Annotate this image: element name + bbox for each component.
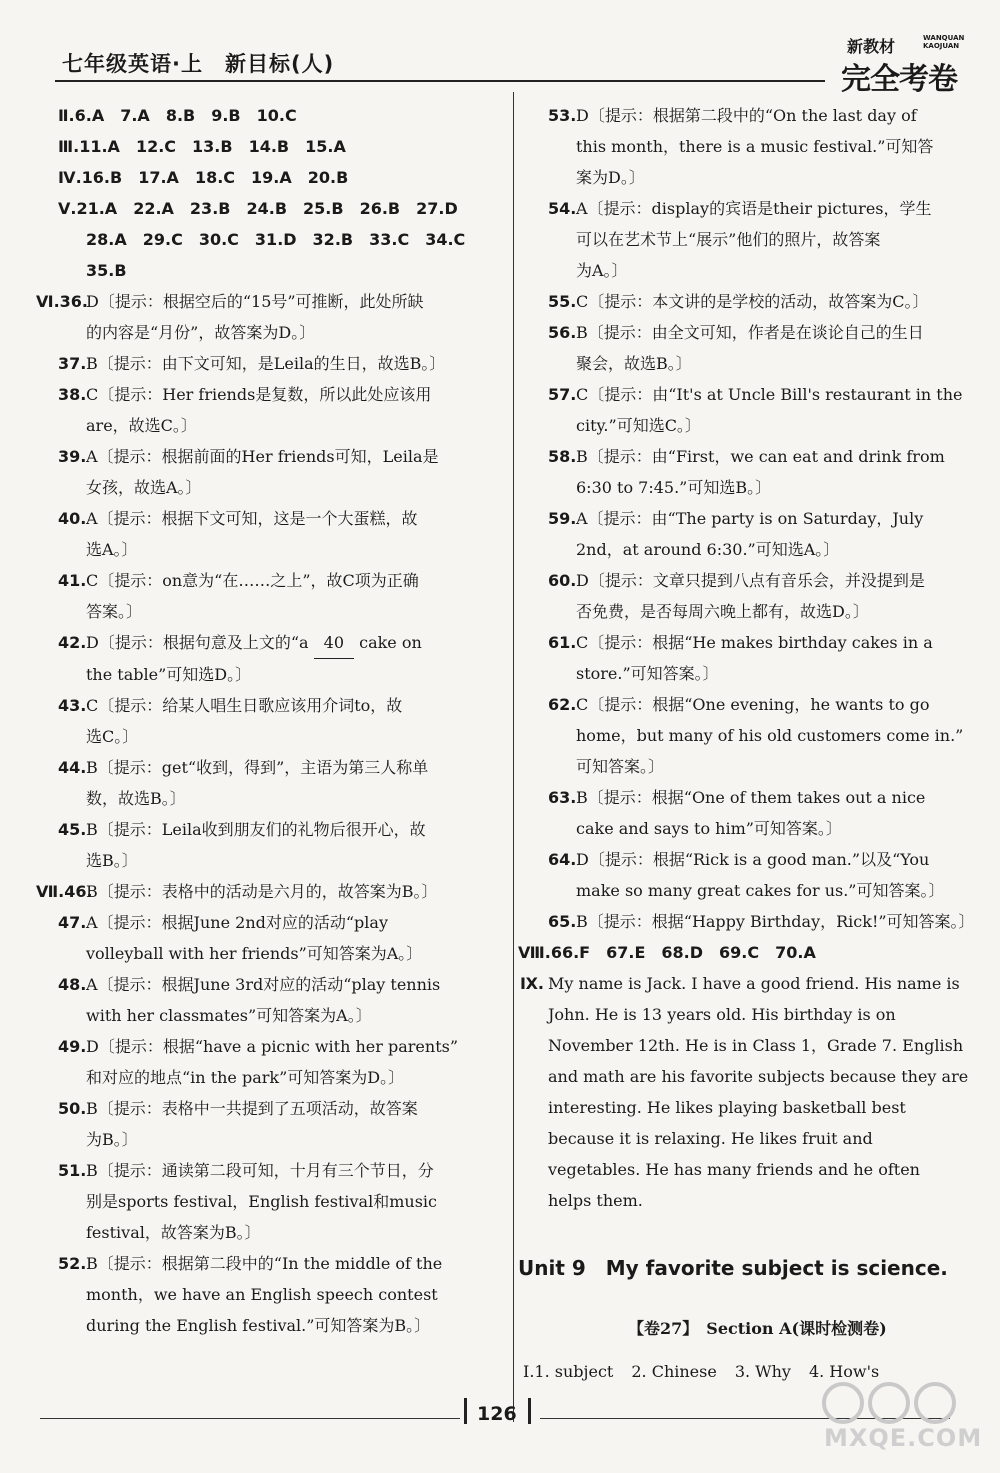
explanation-line: C〔提示：根据“One evening，he wants to go xyxy=(576,695,930,714)
explanation-item xyxy=(58,1093,488,1155)
explanation-line: A〔提示：根据前面的Her friends可知，Leila是 xyxy=(86,447,439,466)
question-number: 58. xyxy=(548,447,577,466)
answer-item: 68.D xyxy=(661,943,704,962)
section-number: Ⅸ. xyxy=(520,974,545,993)
section-title: 【卷27】 Section A(课时检测卷) xyxy=(628,1319,887,1338)
answer-item: Ⅴ.21.A xyxy=(58,199,118,218)
writing-line: because it is relaxing. He likes fruit and xyxy=(548,1129,873,1148)
question-number: 52. xyxy=(58,1254,87,1273)
explanation-line: D〔提示：根据“have a picnic with her parents” xyxy=(86,1037,459,1056)
answer-item: 25.B xyxy=(303,199,344,218)
explanation-line: 别是sports festival，English festival和music xyxy=(86,1192,437,1211)
explanation-item xyxy=(58,503,488,565)
answer-item: 13.B xyxy=(192,137,233,156)
explanation-item xyxy=(548,193,960,286)
explanation-item xyxy=(548,689,964,782)
explanation-item xyxy=(548,844,960,906)
explanation-line: A〔提示：根据June 2nd对应的活动“play xyxy=(86,913,388,932)
answer-item: 35.B xyxy=(86,261,127,280)
explanation-line: B〔提示：根据“One of them takes out a nice xyxy=(576,788,926,807)
writing-line: My name is Jack. I have a good friend. His name is xyxy=(548,974,960,993)
answer-row-viii xyxy=(518,937,960,968)
question-number: 53. xyxy=(548,106,577,125)
explanation-line: 选A。〕 xyxy=(86,540,138,559)
explanation-item xyxy=(548,503,960,565)
explanation-item xyxy=(36,876,488,907)
explanation-item xyxy=(548,782,960,844)
explanation-item xyxy=(548,906,975,937)
answer-row xyxy=(58,193,488,224)
explanation-item xyxy=(548,379,963,441)
question-number: 49. xyxy=(58,1037,87,1056)
writing-line: interesting. He likes playing basketball best xyxy=(548,1098,906,1117)
explanation-line: B〔提示：通读第二段可知，十月有三个节日，分 xyxy=(86,1161,434,1180)
answer-item: 20.B xyxy=(307,168,349,187)
explanation-line: city.”可知选C。〕 xyxy=(576,416,701,435)
writing-line: November 12th. He is in Class 1，Grade 7. English xyxy=(548,1036,964,1055)
question-number: 61. xyxy=(548,633,577,652)
explanation-line: this month，there is a music festival.”可知答 xyxy=(576,137,934,156)
answer-item: 9.B xyxy=(211,106,241,125)
column-divider xyxy=(513,92,514,1422)
writing-line: and math are his favorite subjects because they are xyxy=(548,1067,969,1086)
question-number: 44. xyxy=(58,758,87,777)
explanation-line: store.”可知答案。〕 xyxy=(576,664,719,683)
explanation-line: A〔提示：display的宾语是their pictures，学生 xyxy=(576,199,932,218)
watermark-text: MXQE.COM xyxy=(824,1424,983,1452)
watermark-logo xyxy=(812,1380,983,1460)
question-number: 41. xyxy=(58,571,87,590)
answer-item: 23.B xyxy=(189,199,231,218)
writing-line: John. He is 13 years old. His birthday is on xyxy=(548,1005,896,1024)
answer-item: 29.C xyxy=(142,230,183,249)
explanation-line: 和对应的地点“in the park”可知答案为D。〕 xyxy=(86,1068,405,1087)
question-number: 64. xyxy=(548,850,577,869)
explanation-line: C〔提示：由“It's at Uncle Bill's restaurant in the xyxy=(576,385,963,404)
explanation-line: cake and says to him”可知答案。〕 xyxy=(576,819,842,838)
explanation-item xyxy=(58,348,488,379)
explanation-line: C〔提示：on意为“在……之上”，故C项为正确 xyxy=(86,571,419,590)
explanation-item xyxy=(548,317,960,379)
explanation-item xyxy=(58,814,488,876)
answer-item: 2. Chinese xyxy=(631,1362,717,1381)
answer-item: Ⅰ.1. subject xyxy=(523,1362,614,1381)
explanation-line: 案为D。〕 xyxy=(576,168,645,187)
answer-item: 69.C xyxy=(719,943,760,962)
answer-item: 26.B xyxy=(359,199,401,218)
explanation-item xyxy=(548,100,960,193)
answer-row xyxy=(58,162,488,193)
right-column xyxy=(518,100,975,1216)
answer-item: 27.D xyxy=(416,199,458,218)
explanation-line: 选B。〕 xyxy=(86,851,138,870)
question-number: 60. xyxy=(548,571,577,590)
header-rule xyxy=(55,80,825,82)
question-number: 48. xyxy=(58,975,87,994)
explanation-item xyxy=(548,286,960,317)
question-number: 38. xyxy=(58,385,87,404)
explanation-line: B〔提示：由全文可知，作者是在谈论自己的生日 xyxy=(576,323,924,342)
explanation-line: B〔提示：get“收到，得到”，主语为第三人称单 xyxy=(86,758,429,777)
logo-pinyin-1: WANQUAN xyxy=(923,34,965,42)
blank-suffix: cake on xyxy=(354,633,422,652)
answer-row xyxy=(58,131,488,162)
answer-item: 10.C xyxy=(256,106,297,125)
explanation-line: C〔提示：根据“He makes birthday cakes in a xyxy=(576,633,933,652)
answer-item: 12.C xyxy=(135,137,177,156)
explanation-line: during the English festival.”可知答案为B。〕 xyxy=(86,1316,431,1335)
question-number: Ⅵ.36. xyxy=(36,292,89,311)
explanation-item xyxy=(36,286,488,348)
explanation-line: 聚会，故选B。〕 xyxy=(576,354,692,373)
explanation-line: are，故选C。〕 xyxy=(86,416,197,435)
explanation-item xyxy=(548,627,960,689)
answer-item: 31.D xyxy=(254,230,297,249)
explanation-line: 女孩，故选A。〕 xyxy=(86,478,202,497)
explanation-item xyxy=(58,1031,488,1093)
explanation-item xyxy=(58,627,488,690)
answer-item: Ⅳ.16.B xyxy=(58,168,123,187)
explanation-item xyxy=(548,565,960,627)
explanation-line: make so many great cakes for us.”可知答案。〕 xyxy=(576,881,945,900)
book-title: 七年级英语·上 新目标(人) xyxy=(62,52,335,76)
footer-rule-left xyxy=(40,1418,460,1419)
question-number: 47. xyxy=(58,913,87,932)
answer-item: 67.E xyxy=(606,943,646,962)
explanation-line: D〔提示：根据第二段中的“On the last day of xyxy=(576,106,917,125)
explanation-line: festival，故答案为B。〕 xyxy=(86,1223,261,1242)
explanation-line: C〔提示：给某人唱生日歌应该用介词to，故 xyxy=(86,696,403,715)
explanation-line: 可知答案。〕 xyxy=(576,757,665,776)
answer-item: Ⅷ.66.F xyxy=(518,943,591,962)
explanation-line: 数，故选B。〕 xyxy=(86,789,186,808)
explanation-line: 6:30 to 7:45.”可知选B。〕 xyxy=(576,478,772,497)
answer-row xyxy=(58,255,488,286)
explanation-line: 为A。〕 xyxy=(576,261,628,280)
brand-logo xyxy=(835,30,965,97)
question-number: 55. xyxy=(548,292,577,311)
answer-item: 8.B xyxy=(165,106,196,125)
explanation-line: B〔提示：由“First，we can eat and drink from xyxy=(576,447,945,466)
explanation-line: C〔提示：Her friends是复数，所以此处应该用 xyxy=(86,385,432,404)
answer-row xyxy=(58,100,488,131)
question-number: 56. xyxy=(548,323,577,342)
question-number: 50. xyxy=(58,1099,87,1118)
answer-item: 34.C xyxy=(425,230,466,249)
explanation-line: volleyball with her friends”可知答案为A。〕 xyxy=(86,944,423,963)
answer-item: 30.C xyxy=(198,230,239,249)
answer-item: 18.C xyxy=(194,168,236,187)
logo-pinyin xyxy=(923,34,964,50)
question-number: 51. xyxy=(58,1161,87,1180)
explanation-line: 为B。〕 xyxy=(86,1130,138,1149)
answer-item: Ⅱ.6.A xyxy=(58,106,105,125)
explanation-item xyxy=(58,441,488,503)
explanation-item xyxy=(548,441,960,503)
explanation-line: B〔提示：Leila收到朋友们的礼物后很开心，故 xyxy=(86,820,426,839)
answer-item: 3. Why xyxy=(734,1362,791,1381)
explanation-line: month，we have an English speech contest xyxy=(86,1285,438,1304)
logo-big-text: 完全考卷 xyxy=(841,62,957,97)
explanation-line: D〔提示：根据句意及上文的“a 40 cake on xyxy=(86,627,488,659)
answer-item: 70.A xyxy=(775,943,816,962)
question-number: 39. xyxy=(58,447,87,466)
left-column xyxy=(36,100,488,1341)
footer-bar-left xyxy=(464,1398,467,1424)
answer-item: 14.B xyxy=(248,137,290,156)
explanation-item xyxy=(58,969,488,1031)
answer-item: 4. How's xyxy=(808,1362,880,1381)
explanation-line: B〔提示：由下文可知，是Leila的生日，故选B。〕 xyxy=(86,354,446,373)
explanation-line: 的内容是“月份”，故答案为D。〕 xyxy=(86,323,316,342)
explanation-item xyxy=(58,690,488,752)
question-number: 40. xyxy=(58,509,87,528)
answer-item: 33.C xyxy=(369,230,410,249)
explanation-line: 2nd，at around 6:30.”可知选A。〕 xyxy=(576,540,840,559)
question-number: 37. xyxy=(58,354,87,373)
explanation-line: the table”可知选D。〕 xyxy=(86,665,252,684)
footer-bar-right xyxy=(528,1398,531,1424)
answer-row xyxy=(58,224,488,255)
page-number: 126 xyxy=(477,1403,517,1425)
explanation-line: A〔提示：根据下文可知，这是一个大蛋糕，故 xyxy=(86,509,418,528)
logo-small-text: 新教材 xyxy=(847,37,896,56)
explanation-item xyxy=(58,907,488,969)
answer-item: 7.A xyxy=(120,106,150,125)
answer-item: 22.A xyxy=(133,199,174,218)
writing-line: vegetables. He has many friends and he often xyxy=(548,1160,920,1179)
unit-title: Unit 9 My favorite subject is science. xyxy=(518,1256,948,1280)
writing-line: helps them. xyxy=(548,1191,643,1210)
answer-item: 19.A xyxy=(251,168,292,187)
explanation-line: 否免费，是否每周六晚上都有，故选D。〕 xyxy=(576,602,869,621)
explanation-line: C〔提示：本文讲的是学校的活动，故答案为C。〕 xyxy=(576,292,929,311)
question-number: 45. xyxy=(58,820,87,839)
answer-item: Ⅲ.11.A xyxy=(58,137,120,156)
question-number: Ⅶ.46. xyxy=(36,882,93,901)
explanation-line: B〔提示：根据“Happy Birthday，Rick!”可知答案。〕 xyxy=(576,912,975,931)
explanation-line: 可以在艺术节上“展示”他们的照片，故答案 xyxy=(576,230,881,249)
explanation-line: home，but many of his old customers come in.” xyxy=(576,726,964,745)
explanation-line: 答案。〕 xyxy=(86,602,143,621)
explanation-item xyxy=(58,752,488,814)
answer-item: 17.A xyxy=(138,168,179,187)
answer-item: 32.B xyxy=(312,230,354,249)
question-number: 62. xyxy=(548,695,577,714)
question-number: 57. xyxy=(548,385,577,404)
explanation-line: B〔提示：表格中一共提到了五项活动，故答案 xyxy=(86,1099,418,1118)
explanation-item xyxy=(58,565,488,627)
explanation-line: 选C。〕 xyxy=(86,727,139,746)
explanation-item xyxy=(58,1155,488,1248)
question-number: 54. xyxy=(548,199,577,218)
explanation-line: with her classmates”可知答案为A。〕 xyxy=(86,1006,372,1025)
explanation-line: D〔提示：根据空后的“15号”可推断，此处所缺 xyxy=(86,292,424,311)
explanation-item xyxy=(58,379,488,441)
answer-item: 24.B xyxy=(246,199,288,218)
page-header xyxy=(0,0,1000,100)
writing-answer xyxy=(520,968,969,1216)
explanation-line: D〔提示：文章只提到八点有音乐会，并没提到是 xyxy=(576,571,925,590)
question-number: 59. xyxy=(548,509,577,528)
question-number: 42. xyxy=(58,633,87,652)
explanation-item xyxy=(58,1248,488,1341)
answer-item: 15.A xyxy=(305,137,346,156)
explanation-line: B〔提示：表格中的活动是六月的，故答案为B。〕 xyxy=(86,882,438,901)
question-number: 43. xyxy=(58,696,87,715)
explanation-line: A〔提示：由“The party is on Saturday，July xyxy=(576,509,924,528)
logo-pinyin-2: KAOJUAN xyxy=(923,42,960,50)
answer-blank: 40 xyxy=(314,627,354,659)
explanation-line: A〔提示：根据June 3rd对应的活动“play tennis xyxy=(86,975,441,994)
explanation-line: B〔提示：根据第二段中的“In the middle of the xyxy=(86,1254,443,1273)
answer-row-section-a xyxy=(523,1362,897,1381)
answer-item: 28.A xyxy=(86,230,127,249)
question-number: 63. xyxy=(548,788,577,807)
question-number: 65. xyxy=(548,912,577,931)
explanation-line: D〔提示：根据“Rick is a good man.”以及“You xyxy=(576,850,930,869)
